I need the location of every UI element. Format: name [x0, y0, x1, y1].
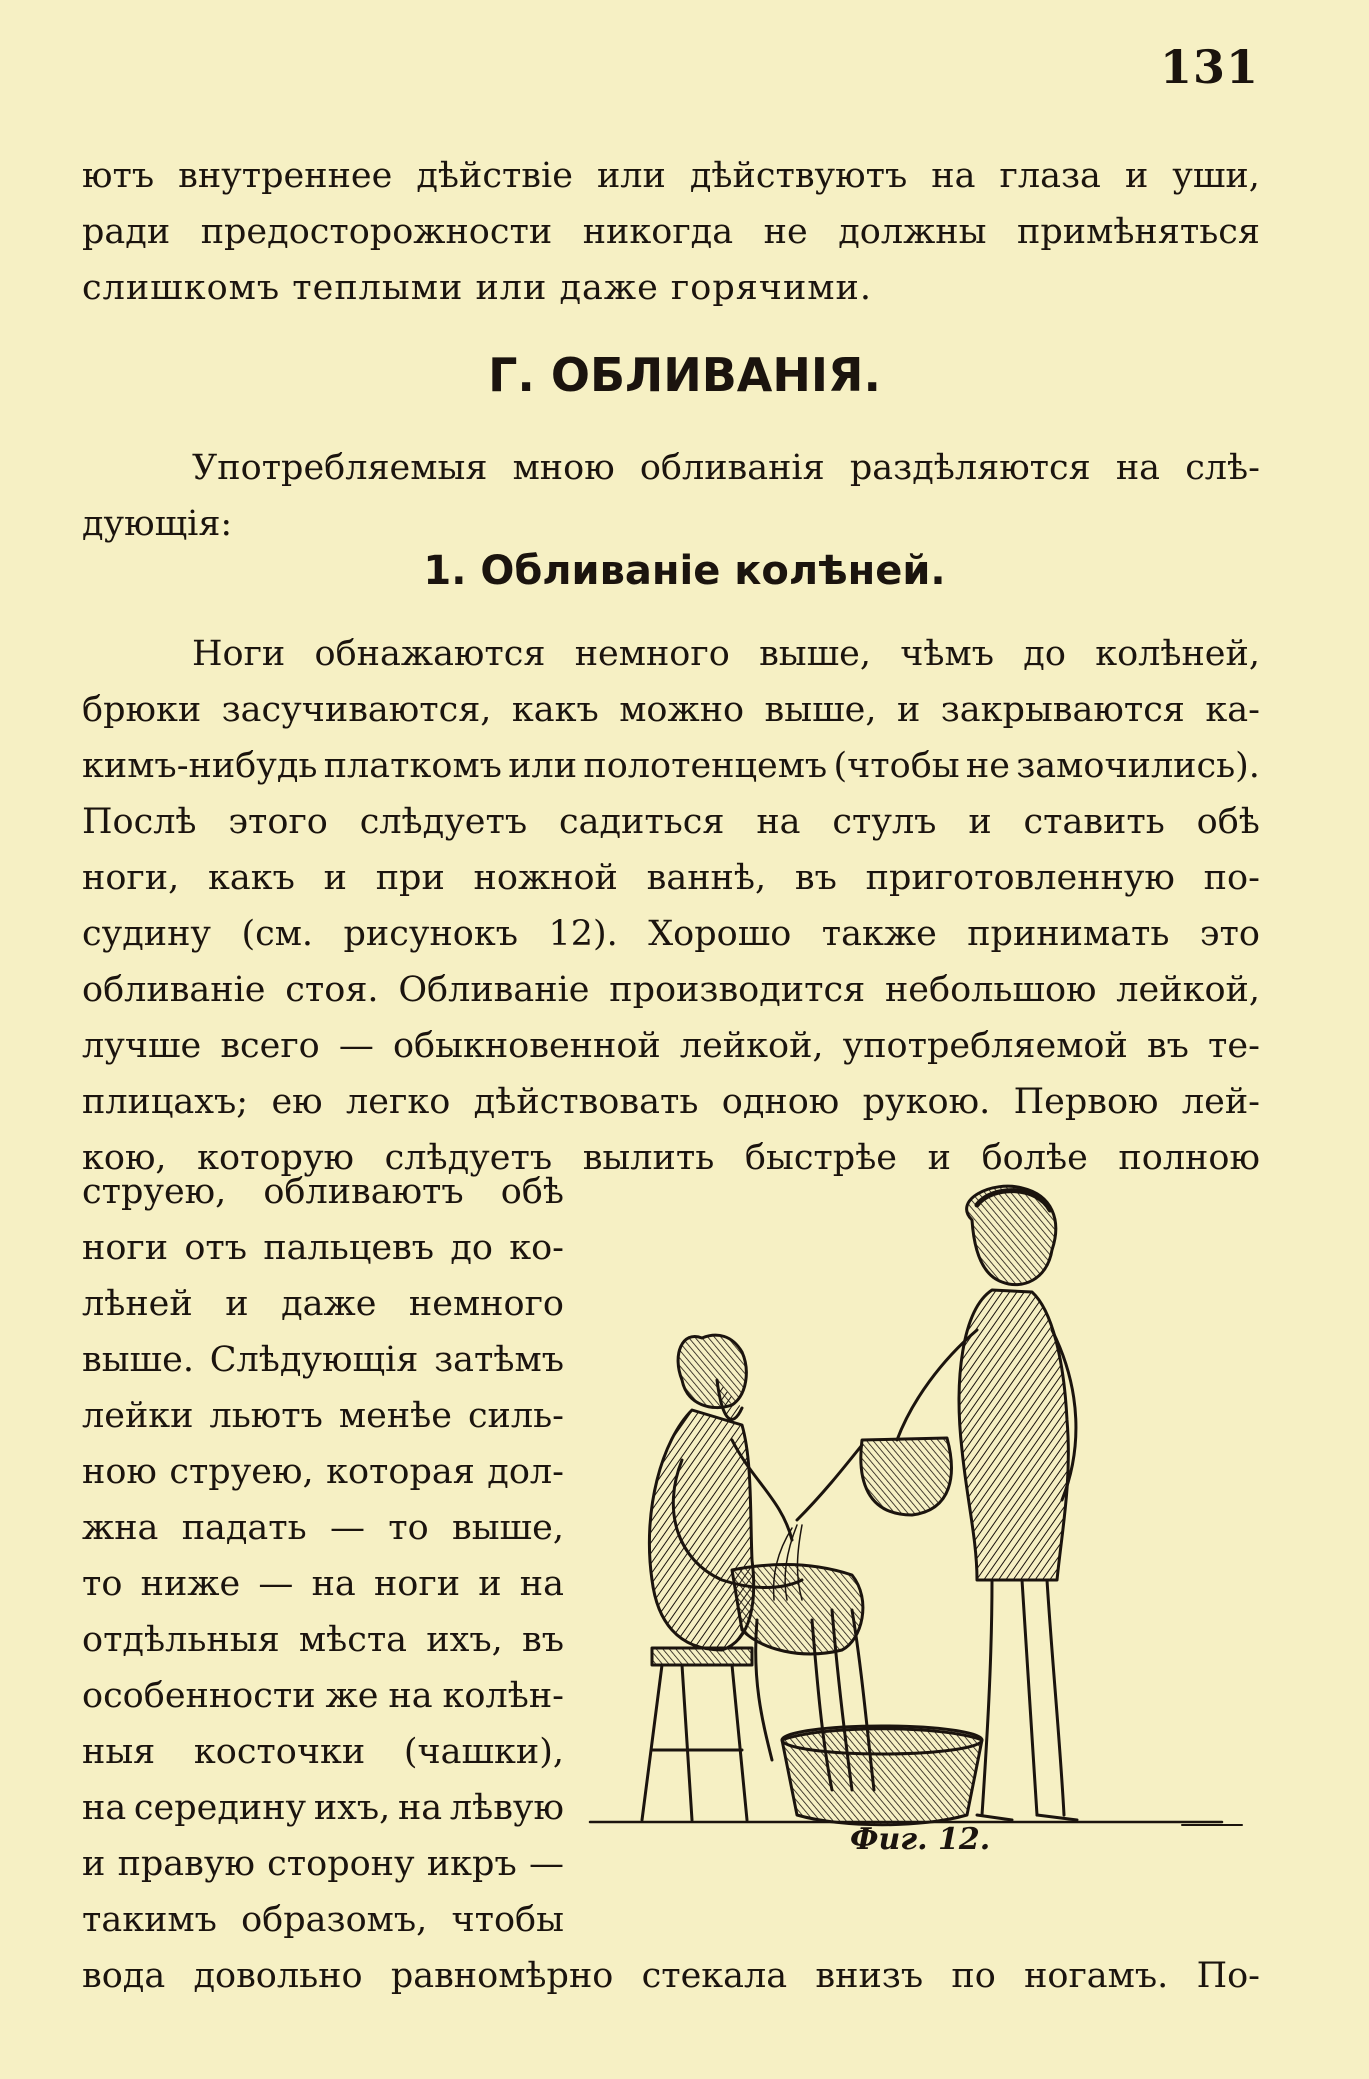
word: Первою — [1013, 1082, 1159, 1122]
para3-line — [82, 914, 1260, 954]
word: мною — [512, 448, 615, 488]
word: Хорошо — [648, 914, 792, 954]
subsection-heading: 1. Обливаніе колѣней. — [423, 548, 946, 594]
word: ноги — [82, 1228, 169, 1268]
word: (чашки), — [403, 1732, 564, 1772]
para3-line — [82, 858, 1260, 898]
figure-caption: Фиг. 12. — [850, 1822, 991, 1857]
word: рисунокъ — [343, 914, 518, 954]
word: дѣйствуютъ — [689, 156, 908, 196]
word: засучиваются, — [221, 690, 492, 730]
word: обыкновенной — [392, 1026, 661, 1066]
word: немного — [408, 1284, 564, 1324]
word: середину — [133, 1788, 307, 1828]
word: всего — [220, 1026, 320, 1066]
word: закрываются — [940, 690, 1185, 730]
word: лей- — [1181, 1082, 1260, 1122]
word: полотенцемъ — [583, 746, 828, 786]
word: же — [325, 1676, 379, 1716]
word: какъ — [207, 858, 295, 898]
word: ною — [82, 1452, 157, 1492]
para3-line — [82, 1082, 1260, 1122]
word: на — [311, 1564, 356, 1604]
word: ради — [82, 212, 171, 252]
word: рукою. — [862, 1082, 991, 1122]
word: лѣней — [82, 1284, 193, 1324]
para2-line: дующія: — [82, 504, 233, 544]
word: икръ — [426, 1844, 517, 1884]
word: выше, — [759, 634, 872, 674]
word: обливаніе — [82, 970, 266, 1010]
word: и — [968, 802, 992, 842]
word: по — [951, 1956, 996, 1996]
word: колѣней, — [1095, 634, 1260, 674]
para3-narrow-line — [82, 1228, 564, 1268]
word: и — [896, 690, 921, 730]
word: или — [508, 746, 578, 786]
word: не — [763, 212, 808, 252]
word: — — [258, 1564, 294, 1604]
word: въ — [522, 1620, 564, 1660]
word: По- — [1196, 1956, 1260, 1996]
word: дол- — [487, 1452, 564, 1492]
word: замочились). — [1016, 746, 1260, 786]
word: обливаютъ — [263, 1172, 464, 1212]
word: на — [1115, 448, 1161, 488]
word: принимать — [967, 914, 1170, 954]
word: кимъ-нибудь — [82, 746, 318, 786]
word: и — [82, 1844, 106, 1884]
word: слѣдуетъ — [359, 802, 528, 842]
word: на — [756, 802, 801, 842]
word: на — [931, 156, 976, 196]
para3-narrow-line — [82, 1620, 564, 1660]
word: ютъ — [82, 156, 155, 196]
para3-narrow-line — [82, 1284, 564, 1324]
word: на — [82, 1788, 127, 1828]
word: образомъ, — [241, 1900, 428, 1940]
word: льютъ — [209, 1396, 323, 1436]
word: и — [927, 1138, 951, 1178]
word: стекала — [641, 1956, 788, 1996]
word: ногамъ. — [1024, 1956, 1169, 1996]
word: въ — [1146, 1026, 1189, 1066]
word: выше, — [764, 690, 877, 730]
section-heading: Г. ОБЛИВАНІЯ. — [488, 348, 881, 402]
word: Ноги — [192, 634, 286, 674]
para3-narrow-line — [82, 1788, 564, 1828]
word: (чтобы — [833, 746, 960, 786]
word: особенности — [82, 1676, 316, 1716]
word: 12). — [548, 914, 618, 954]
para3-line — [192, 634, 1260, 674]
word: примѣняться — [1017, 212, 1260, 252]
para3-narrow-line — [82, 1564, 564, 1604]
word: чтобы — [451, 1900, 564, 1940]
word: при — [375, 858, 445, 898]
word: отъ — [184, 1228, 248, 1268]
para1-line: слишкомъ теплыми или даже горячими. — [82, 268, 872, 308]
word: лейкой, — [1116, 970, 1260, 1010]
word: правую — [117, 1844, 255, 1884]
word: судину — [82, 914, 211, 954]
para3-line — [82, 690, 1260, 730]
word: легко — [346, 1082, 451, 1122]
word: мѣста — [298, 1620, 408, 1660]
word: которую — [197, 1138, 355, 1178]
word: немного — [574, 634, 730, 674]
word: обѣ — [500, 1172, 564, 1212]
word: небольшою — [884, 970, 1097, 1010]
word: ихъ, — [426, 1620, 503, 1660]
word: чѣмъ — [900, 634, 995, 674]
para3-line — [82, 802, 1260, 842]
word: Обливаніе — [398, 970, 590, 1010]
word: вода — [82, 1956, 166, 1996]
para3-narrow-line — [82, 1676, 564, 1716]
word: лейки — [82, 1396, 194, 1436]
word: даже — [281, 1284, 377, 1324]
word: выше, — [452, 1508, 564, 1548]
para3-narrow-line — [82, 1396, 564, 1436]
word: или — [596, 156, 666, 196]
para3-narrow-line — [82, 1340, 564, 1380]
word: ноги, — [82, 858, 180, 898]
para3-line — [82, 970, 1260, 1010]
word: — — [338, 1026, 374, 1066]
para3-narrow-line — [82, 1172, 564, 1212]
word: не — [965, 746, 1010, 786]
word: внутреннее — [178, 156, 393, 196]
word: падать — [181, 1508, 307, 1548]
word: затѣмъ — [434, 1340, 564, 1380]
word: также — [821, 914, 937, 954]
word: можно — [619, 690, 745, 730]
para3-narrow-line — [82, 1844, 564, 1884]
word: и — [1124, 156, 1149, 196]
word: предосторожности — [200, 212, 553, 252]
word: ныя — [82, 1732, 156, 1772]
word: колѣн- — [442, 1676, 564, 1716]
word: дѣйствовать — [473, 1082, 699, 1122]
word: это — [1199, 914, 1260, 954]
word: вылить — [582, 1138, 715, 1178]
word: лучше — [82, 1026, 202, 1066]
word: выше. — [82, 1340, 194, 1380]
word: и — [225, 1284, 249, 1324]
word: и — [323, 858, 347, 898]
word: кою, — [82, 1138, 167, 1178]
word: внизъ — [815, 1956, 924, 1996]
word: до — [450, 1228, 493, 1268]
para3-narrow-line — [82, 1452, 564, 1492]
word: (см. — [241, 914, 314, 954]
word: которая — [326, 1452, 475, 1492]
word: никогда — [582, 212, 734, 252]
para3-line — [82, 1026, 1260, 1066]
word: Послѣ — [82, 802, 197, 842]
word: приготовленную — [865, 858, 1175, 898]
word: отдѣльныя — [82, 1620, 280, 1660]
word: на — [397, 1788, 443, 1828]
word: на — [388, 1676, 433, 1716]
word: струею, — [169, 1452, 314, 1492]
word: одною — [721, 1082, 840, 1122]
word: ноги — [373, 1564, 461, 1604]
word: жна — [82, 1508, 159, 1548]
word: довольно — [193, 1956, 363, 1996]
word: быстрѣе — [744, 1138, 898, 1178]
para1-line — [82, 212, 1260, 252]
word: ваннѣ, — [646, 858, 767, 898]
word: ставить — [1023, 802, 1165, 842]
word: и — [478, 1564, 502, 1604]
word: ниже — [140, 1564, 241, 1604]
word: Употребляемыя — [192, 448, 488, 488]
word: дѣйствіе — [416, 156, 573, 196]
figure-12-illustration — [582, 1180, 1272, 1850]
word: употребляемой — [842, 1026, 1128, 1066]
word: болѣе — [981, 1138, 1088, 1178]
word: обѣ — [1196, 802, 1260, 842]
word: брюки — [82, 690, 202, 730]
word: какъ — [511, 690, 599, 730]
word: уши, — [1172, 156, 1260, 196]
word: такимъ — [82, 1900, 217, 1940]
word: лѣвую — [449, 1788, 564, 1828]
word: до — [1023, 634, 1066, 674]
word: на — [519, 1564, 564, 1604]
para3-narrow-line — [82, 1508, 564, 1548]
word: производится — [609, 970, 866, 1010]
word: слѣдуетъ — [384, 1138, 553, 1178]
page-number: 131 — [1159, 40, 1259, 94]
word: слѣ- — [1185, 448, 1260, 488]
para3-narrow-line — [82, 1732, 564, 1772]
word: плицахъ; — [82, 1082, 249, 1122]
word: менѣе — [338, 1396, 452, 1436]
word: по- — [1203, 858, 1260, 898]
word: пальцевъ — [263, 1228, 435, 1268]
word: въ — [794, 858, 837, 898]
word: ею — [271, 1082, 323, 1122]
word: стулъ — [832, 802, 937, 842]
word: ко- — [509, 1228, 564, 1268]
word: ихъ, — [313, 1788, 391, 1828]
word: этого — [228, 802, 328, 842]
word: — — [528, 1844, 564, 1884]
para3-line — [82, 746, 1260, 786]
word: ка- — [1205, 690, 1260, 730]
word: платкомъ — [323, 746, 502, 786]
word: полною — [1118, 1138, 1260, 1178]
para3-narrow-line — [82, 1900, 564, 1940]
para1-line — [82, 156, 1260, 196]
word: садиться — [559, 802, 725, 842]
word: то — [388, 1508, 429, 1548]
para3-last-line — [82, 1956, 1260, 1996]
word: силь- — [467, 1396, 564, 1436]
para2-line — [192, 448, 1260, 488]
word: равномѣрно — [390, 1956, 614, 1996]
word: косточки — [193, 1732, 366, 1772]
word: те- — [1208, 1026, 1260, 1066]
word: ножной — [473, 858, 618, 898]
word: раздѣляются — [849, 448, 1091, 488]
word: лейкой, — [679, 1026, 824, 1066]
word: — — [330, 1508, 365, 1548]
word: Слѣдующія — [209, 1340, 419, 1380]
word: то — [82, 1564, 123, 1604]
word: обнажаются — [314, 634, 546, 674]
word: обливанія — [639, 448, 825, 488]
word: должны — [838, 212, 987, 252]
word: глаза — [999, 156, 1101, 196]
word: сторону — [267, 1844, 415, 1884]
word: струею, — [82, 1172, 227, 1212]
word: стоя. — [285, 970, 379, 1010]
